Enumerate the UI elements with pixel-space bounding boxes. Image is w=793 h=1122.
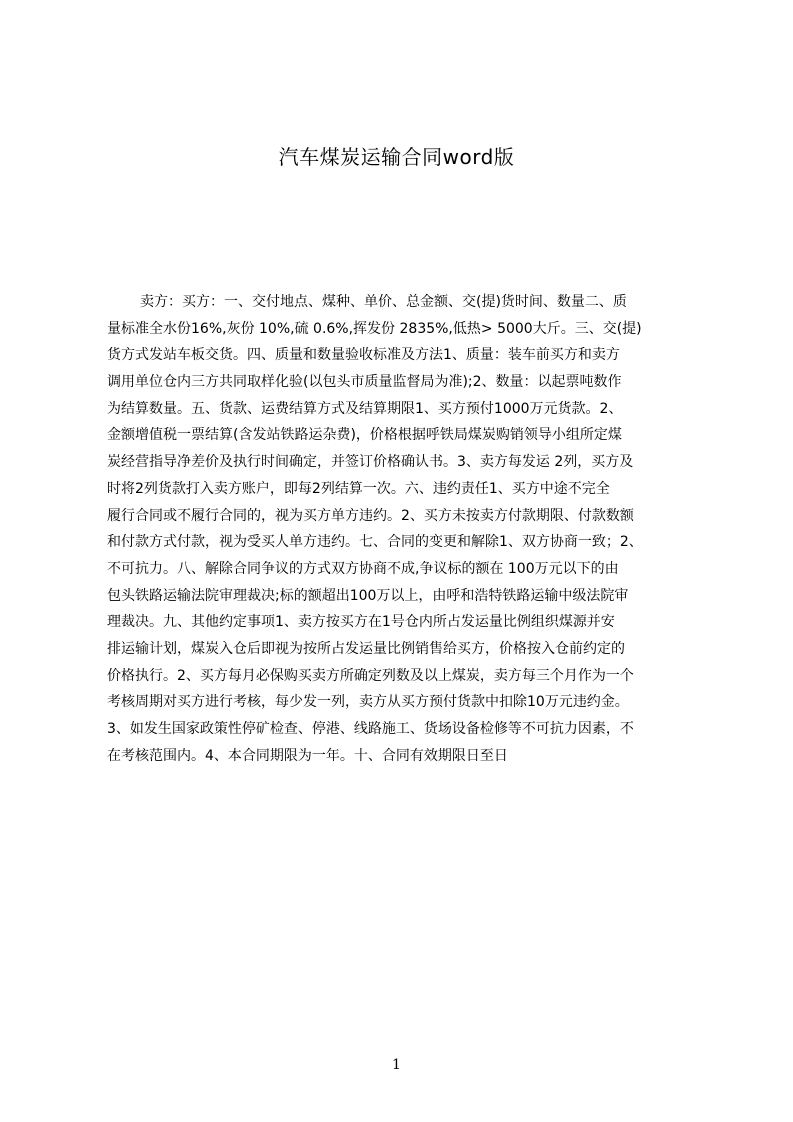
body-line: 排运输计划，煤炭入仓后即视为按所占发运量比例销售给买方，价格按入仓前约定的: [107, 640, 625, 657]
body-line: 卖方：买方：一、交付地点、煤种、单价、总金额、交(提)货时间、数量二、质: [140, 294, 627, 310]
body-line: 3、如发生国家政策性停矿检查、停港、线路施工、货场设备检修等不可抗力因素，不: [107, 721, 634, 737]
document-title: 汽车煤炭运输合同word版: [278, 145, 515, 169]
contract-body: [107, 289, 697, 773]
body-line: 价格执行。2、买方每月必保购买卖方所确定列数及以上煤炭，卖方每三个月作为一个: [107, 667, 634, 684]
body-line: 货方式发站车板交货。四、质量和数量验收标准及方法1、质量：装车前买方和卖方: [107, 347, 620, 364]
body-line: 和付款方式付款，视为受买人单方违约。七、合同的变更和解除1、双方协商一致；2、: [107, 534, 643, 551]
body-line: 理裁决。九、其他约定事项1、卖方按买方在1号仓内所占发运量比例组织煤源并安: [107, 614, 615, 631]
body-line: 在考核范围内。4、本合同期限为一年。十、合同有效期限日至日: [107, 747, 508, 764]
body-line: 不可抗力。八、解除合同争议的方式双方协商不成,争议标的额在 100万元以下的由: [107, 560, 619, 577]
body-line: 炭经营指导净差价及执行时间确定，并签订价格确认书。3、卖方每发运 2列，买方及: [107, 454, 634, 471]
body-line: 履行合同或不履行合同的，视为买方单方违约。2、买方未按卖方付款期限、付款数额: [107, 507, 634, 524]
body-line: 为结算数量。五、货款、运费结算方式及结算期限1、买方预付1000万元货款。2、: [107, 400, 623, 417]
body-line: 包头铁路运输法院审理裁决;标的额超出100万以上，由呼和浩特铁路运输中级法院审: [107, 587, 629, 604]
body-line: 时将2列货款打入卖方账户，即每2列结算一次。六、违约责任1、买方中途不完全: [107, 480, 610, 497]
page-number: 1: [392, 1057, 401, 1073]
body-line: 调用单位仓内三方共同取样化验(以包头市质量监督局为准);2、数量：以起票吨数作: [107, 374, 622, 391]
body-line: 金额增值税一票结算(含发站铁路运杂费)，价格根据呼铁局煤炭购销领导小组所定煤: [107, 427, 622, 444]
body-line: 量标准全水份16%,灰份 10%,硫 0.6%,挥发份 2835%,低热> 5000大斤。三、交(提): [107, 320, 642, 337]
body-line: 考核周期对买方进行考核，每少发一列，卖方从买方预付货款中扣除10万元违约金。: [107, 694, 629, 711]
